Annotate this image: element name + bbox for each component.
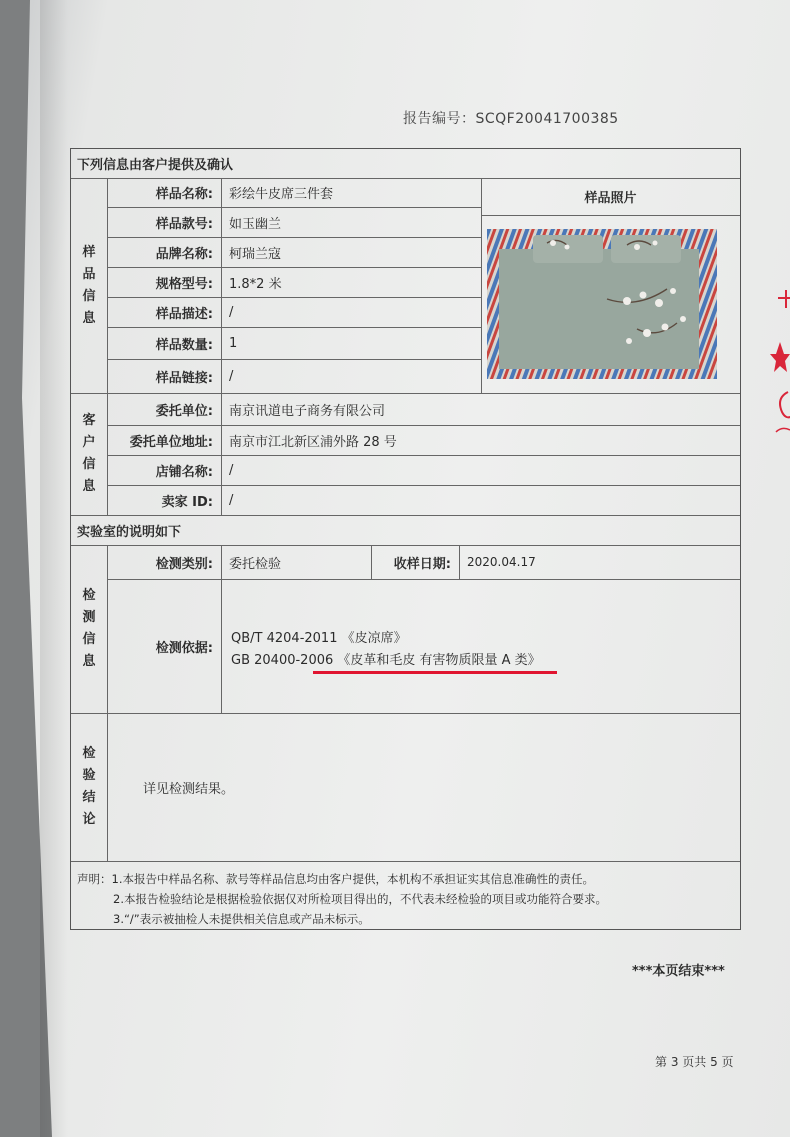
- seller-id-label: 卖家 ID:: [161, 494, 213, 510]
- sample-qty-label: 样品数量:: [155, 337, 213, 353]
- red-stamp-fragment: [766, 280, 790, 440]
- brand-name-label: 品牌名称:: [155, 246, 213, 262]
- page-end-marker: ***本页结束***: [632, 964, 725, 979]
- red-highlight-underline: [313, 671, 557, 674]
- statement-line-1: 声明：1.本报告中样品名称、款号等样品信息均由客户提供，本机构不承担证实其信息准确性的责任。: [77, 872, 594, 886]
- client-company-value: 南京讯道电子商务有限公司: [229, 403, 386, 419]
- sample-desc-label: 样品描述:: [155, 306, 213, 322]
- test-basis-label: 检测依据:: [155, 640, 213, 656]
- test-basis-line-1: QB/T 4204-2011 《皮凉席》: [231, 631, 407, 646]
- sample-desc-value: /: [229, 304, 234, 320]
- conclusion-text: 详见检测结果。: [143, 781, 235, 797]
- brand-name-value: 柯瑞兰寇: [229, 246, 282, 262]
- statement-line-3: 3.“/”表示被抽检人未提供相关信息或产品未标示。: [113, 912, 370, 926]
- shop-name-value: /: [229, 462, 234, 478]
- sample-style-value: 如玉幽兰: [229, 216, 282, 232]
- sample-link-value: /: [229, 368, 234, 384]
- conclusion-side-label: 检 验 结 论: [82, 746, 96, 827]
- sample-info-side-label: 样 品 信 息: [82, 244, 96, 326]
- sample-name-label: 样品名称:: [155, 187, 213, 202]
- lab-info-title: 实验室的说明如下: [77, 524, 182, 540]
- sample-link-label: 样品链接:: [155, 370, 213, 386]
- client-address-value: 南京市江北新区浦外路 28 号: [229, 434, 397, 450]
- spec-model-value: 1.8*2 米: [229, 276, 282, 292]
- sample-photo-label: 样品照片: [584, 191, 637, 206]
- test-basis-line-2: GB 20400-2006 《皮革和毛皮 有害物质限量 A 类》: [231, 653, 541, 668]
- report-form: [70, 148, 741, 930]
- client-company-label: 委托单位:: [155, 403, 213, 419]
- sample-style-label: 样品款号:: [155, 216, 213, 232]
- test-info-side-label: 检 测 信 息: [82, 588, 96, 669]
- report-number: 报告编号：SCQF20041700385: [403, 111, 619, 127]
- page-number: 第 3 页共 5 页: [655, 1055, 734, 1069]
- sample-photo-image: [487, 229, 717, 379]
- customer-info-side-label: 客 户 信 息: [82, 413, 96, 494]
- seller-id-value: /: [229, 492, 234, 508]
- spec-model-label: 规格型号:: [155, 276, 213, 292]
- shop-name-label: 店铺名称:: [155, 464, 213, 480]
- page-shadow: [40, 0, 68, 1137]
- test-type-label: 检测类别:: [155, 556, 213, 572]
- receive-date-label: 收样日期:: [393, 556, 451, 572]
- receive-date-value: 2020.04.17: [467, 555, 536, 569]
- client-info-title: 下列信息由客户提供及确认: [77, 158, 234, 173]
- client-address-label: 委托单位地址:: [129, 434, 213, 450]
- sample-qty-value: 1: [229, 335, 238, 351]
- test-type-value: 委托检验: [229, 556, 282, 572]
- sample-name-value: 彩绘牛皮席三件套: [229, 187, 334, 202]
- statement-line-2: 2.本报告检验结论是根据检验依据仅对所检项目得出的，不代表未经检验的项目或功能符合要求。: [113, 892, 607, 906]
